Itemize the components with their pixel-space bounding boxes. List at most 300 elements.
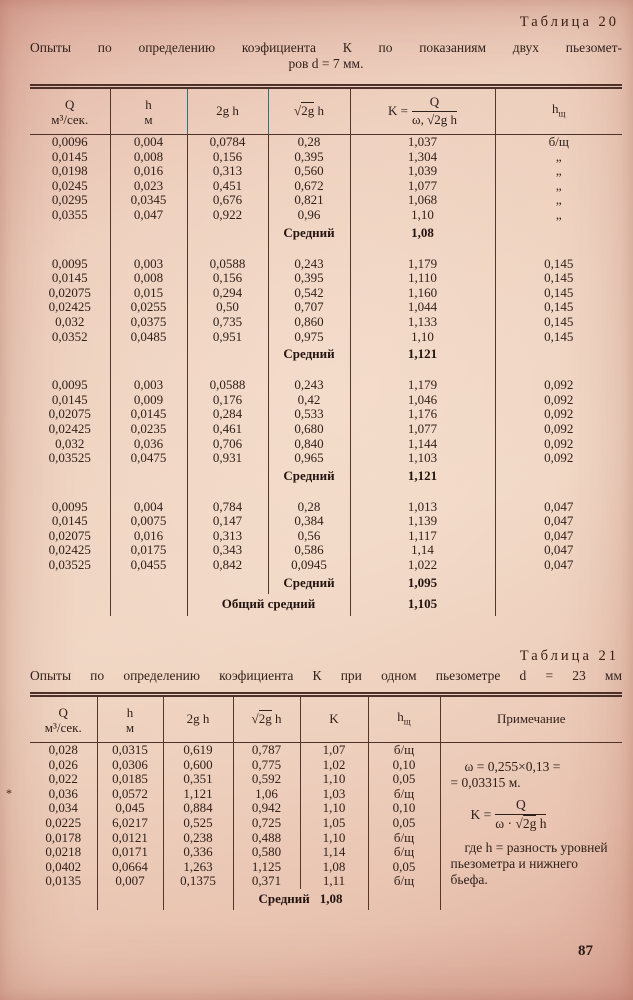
table-cell: 1,179 [350, 257, 495, 272]
table-cell [30, 223, 110, 244]
col-header-k: K [300, 695, 368, 743]
table20-header-row [30, 87, 622, 135]
table-row [30, 150, 622, 165]
table-row [30, 543, 622, 558]
table-cell: 1,068 [350, 193, 495, 208]
table21-body [30, 743, 622, 910]
table-cell [350, 365, 495, 378]
table-cell: 1,02 [300, 758, 368, 773]
table-cell: 0,022 [48, 772, 78, 787]
summary-label: Средний [268, 573, 350, 594]
table-cell: 0,02425 [48, 421, 91, 436]
table-cell: 0,680 [268, 422, 350, 437]
table-cell: 0,600 [163, 758, 233, 773]
table-cell: б/щ [368, 743, 440, 758]
table-cell: 0,092 [495, 422, 622, 437]
table-cell: 0,395 [268, 150, 350, 165]
table-cell: 0,922 [187, 208, 268, 223]
table-cell: 0,047 [495, 500, 622, 515]
table-cell: 0,0945 [268, 558, 350, 573]
table-cell: 0,784 [187, 500, 268, 515]
table-cell: 0,10 [368, 801, 440, 816]
summary-label: Средний [268, 344, 350, 365]
table-cell [495, 594, 622, 616]
table-cell: 0,003 [110, 378, 187, 393]
table-row [30, 594, 622, 616]
table-cell: 0,542 [268, 286, 350, 301]
table-cell: 0,092 [495, 407, 622, 422]
table-cell: 0,28 [268, 135, 350, 150]
note-k-formula: K = $\frac{Q}{\text{ω · √2g h}}$ [470, 797, 547, 831]
col-header-k-formula: K = $\frac{Q}{\text{ω, √2g h}}$ [350, 87, 495, 135]
table-cell: „ [495, 208, 622, 223]
table-row [30, 558, 622, 573]
table-row [30, 529, 622, 544]
table-cell [495, 244, 622, 257]
table-cell [163, 889, 233, 910]
table-cell: 1,10 [350, 330, 495, 345]
table-cell: 0,238 [163, 831, 233, 846]
table-cell: 0,0352 [51, 329, 88, 344]
table-cell: 0,0095 [51, 256, 88, 271]
table-cell: 0,02425 [48, 543, 91, 558]
table-row [30, 223, 622, 244]
table-cell: 0,176 [187, 393, 268, 408]
table-row [30, 393, 622, 408]
table-row [30, 208, 622, 223]
k-fraction: $\frac{Q}{\text{ω · √2g h}}$ [495, 797, 547, 831]
table-cell: 0,735 [187, 315, 268, 330]
summary-value: 1,121 [350, 466, 495, 487]
table-cell [97, 889, 163, 910]
table-row [30, 193, 622, 208]
table-cell: 0,047 [495, 558, 622, 573]
radical-icon: √ [294, 103, 302, 119]
table-cell: 0,0185 [97, 772, 163, 787]
table-cell: 0,787 [233, 743, 300, 758]
table-cell: 1,10 [350, 208, 495, 223]
table-cell: 0,008 [110, 271, 187, 286]
table-cell: 0,840 [268, 437, 350, 452]
table-cell: 0,965 [268, 451, 350, 466]
table-cell: 0,0355 [51, 207, 88, 222]
table21-title: Опыты по определению коэфициента К при одном пьезометре d = 23 мм [30, 668, 622, 683]
table-cell [30, 344, 110, 365]
table-cell [110, 466, 187, 487]
table-cell: 0,0198 [51, 164, 88, 179]
table-cell: 0,0306 [97, 758, 163, 773]
table21-note [441, 743, 623, 888]
table-cell: 0,0175 [110, 543, 187, 558]
table-cell: 0,725 [233, 816, 300, 831]
table-row [30, 286, 622, 301]
table-cell: 0,092 [495, 437, 622, 452]
table-cell: 1,179 [350, 378, 495, 393]
table-cell [187, 344, 268, 365]
table-cell: 0,672 [268, 179, 350, 194]
table-cell: 1,121 [163, 787, 233, 802]
table-cell [30, 244, 110, 257]
radical-icon: √ [515, 816, 523, 831]
table-cell [368, 889, 440, 910]
table-cell: 0,0245 [51, 178, 88, 193]
table-cell: б/щ [368, 845, 440, 860]
table-cell: 0,145 [495, 286, 622, 301]
table-cell [110, 223, 187, 244]
table-cell [350, 244, 495, 257]
table-cell: 0,975 [268, 330, 350, 345]
table-cell: б/щ [368, 831, 440, 846]
table-cell [30, 573, 110, 594]
table-cell: 0,243 [268, 257, 350, 272]
table-row [30, 315, 622, 330]
table-row [30, 244, 622, 257]
table20-title-line1: Опыты по определению коэфициента К по показаниям двух пьезомет- [30, 40, 622, 55]
table-cell: 0,0095 [51, 499, 88, 514]
table-cell: 1,10 [300, 831, 368, 846]
table-cell: 0,032 [55, 436, 85, 451]
col-header-2gh: 2g h [187, 87, 268, 135]
table-cell: 0,884 [163, 801, 233, 816]
table-cell: 0,343 [187, 543, 268, 558]
note-omega-eq-line2: = 0,03315 м. [450, 775, 521, 790]
table-cell: 0,384 [268, 514, 350, 529]
table-cell: 1,046 [350, 393, 495, 408]
table-cell: 0,0145 [51, 149, 88, 164]
table-row [30, 344, 622, 365]
table-cell: 0,0096 [51, 134, 88, 149]
table-cell [110, 487, 187, 500]
table-row [30, 300, 622, 315]
table-cell: 0,619 [163, 743, 233, 758]
table-cell: 1,044 [350, 300, 495, 315]
table-cell: 0,03525 [48, 558, 91, 573]
col-header-hshch: $h_щ$ [368, 695, 440, 743]
table-cell: 0,842 [187, 558, 268, 573]
table-cell [350, 487, 495, 500]
table-cell: 0,451 [187, 179, 268, 194]
margin-mark: * [6, 786, 12, 800]
table-cell: 0,0402 [45, 859, 82, 874]
table-cell: 0,371 [233, 874, 300, 889]
table-cell: 1,077 [350, 179, 495, 194]
table-cell: 0,0255 [110, 300, 187, 315]
table-row [30, 135, 622, 150]
table-cell [110, 594, 187, 616]
overall-summary-label: Общий средний [187, 594, 350, 616]
table-cell: 0,336 [163, 845, 233, 860]
table-cell: „ [495, 150, 622, 165]
col-header-2gh: 2g h [163, 695, 233, 743]
table-row [30, 330, 622, 345]
table-cell: 0,0075 [110, 514, 187, 529]
table-cell [495, 223, 622, 244]
table-cell: 0,0145 [110, 407, 187, 422]
table-cell: 1,05 [300, 816, 368, 831]
col-header-h: h м [110, 87, 187, 135]
table-cell: 0,028 [48, 742, 78, 757]
table-cell: 1,06 [233, 787, 300, 802]
table-cell: 0,0475 [110, 451, 187, 466]
table-cell: „ [495, 193, 622, 208]
table-cell: 0,0121 [97, 831, 163, 846]
table-row [30, 487, 622, 500]
table21-header-row [30, 695, 622, 743]
table-cell: 0,706 [187, 437, 268, 452]
table-cell: 1,037 [350, 135, 495, 150]
table-cell: 1,176 [350, 407, 495, 422]
table-cell: 0,036 [48, 786, 78, 801]
table-cell: 0,034 [48, 801, 78, 816]
col-header-note: Примечание [440, 695, 622, 743]
table-cell: 0,156 [187, 271, 268, 286]
table-cell: 1,304 [350, 150, 495, 165]
table-cell: 0,676 [187, 193, 268, 208]
table-cell: 0,351 [163, 772, 233, 787]
note-omega-eq-line1: ω = 0,255×0,13 = [464, 759, 561, 774]
table21-header [30, 695, 622, 743]
table-cell: 0,026 [48, 757, 78, 772]
col-header-sqrt-2gh: √2g h [268, 87, 350, 135]
table-cell: 0,004 [110, 135, 187, 150]
table-row [30, 407, 622, 422]
table-cell [268, 244, 350, 257]
table-cell: 0,592 [233, 772, 300, 787]
table-cell: 0,156 [187, 150, 268, 165]
table21-label: Таблица 21 [519, 648, 619, 664]
table-cell: 0,145 [495, 330, 622, 345]
table-cell [268, 365, 350, 378]
table-cell: 0,294 [187, 286, 268, 301]
table-cell: 0,0178 [45, 830, 82, 845]
table-cell [30, 594, 110, 616]
table-cell: 0,243 [268, 378, 350, 393]
table20-header [30, 87, 622, 135]
table-cell: 0,560 [268, 164, 350, 179]
table-cell: 1,10 [300, 772, 368, 787]
table-cell: 0,96 [268, 208, 350, 223]
table-cell: 0,009 [110, 393, 187, 408]
table-row [30, 466, 622, 487]
table-cell: 0,775 [233, 758, 300, 773]
table-row [30, 743, 622, 758]
table-cell: 0,023 [110, 179, 187, 194]
table-cell: 0,284 [187, 407, 268, 422]
table-cell: „ [495, 164, 622, 179]
table-cell: 0,0664 [97, 860, 163, 875]
table20-body [30, 135, 622, 616]
table-cell: 0,092 [495, 378, 622, 393]
summary-cell [233, 889, 368, 910]
table-cell: 0,092 [495, 451, 622, 466]
table-cell: 0,145 [495, 257, 622, 272]
table-cell: 0,0295 [51, 193, 88, 208]
radical-icon: √ [251, 711, 259, 727]
table-cell: 0,0588 [187, 378, 268, 393]
table-row [30, 365, 622, 378]
table-cell: 0,0235 [110, 422, 187, 437]
col-header-q: Q м³/сек. [30, 695, 97, 743]
table-cell: 0,313 [187, 529, 268, 544]
table-cell [187, 223, 268, 244]
table-cell: 0,008 [110, 150, 187, 165]
table-row [30, 422, 622, 437]
table-row [30, 500, 622, 515]
note-explanation: где h = разность уровней пьезометра и нижнего бьефа. [450, 840, 608, 887]
table-cell: 0,951 [187, 330, 268, 345]
table-cell: 0,036 [110, 437, 187, 452]
table-cell [495, 365, 622, 378]
table-cell: 0,313 [187, 164, 268, 179]
table-cell: 0,003 [110, 257, 187, 272]
table-cell [187, 573, 268, 594]
table-cell: 1,133 [350, 315, 495, 330]
table-cell: 0,02075 [48, 528, 91, 543]
table-cell: 0,50 [187, 300, 268, 315]
table-cell: 0,016 [110, 164, 187, 179]
table-cell: 1,139 [350, 514, 495, 529]
summary-label: Средний [258, 891, 310, 907]
table-cell [110, 365, 187, 378]
table-cell [30, 466, 110, 487]
col-header-hshch: $h_щ$ [495, 87, 622, 135]
overall-summary-value: 1,105 [350, 594, 495, 616]
summary-value: 1,08 [350, 223, 495, 244]
table-cell: 1,117 [350, 529, 495, 544]
table-cell [110, 344, 187, 365]
table-cell [495, 466, 622, 487]
table-cell: 0,147 [187, 514, 268, 529]
table-cell: 0,004 [110, 500, 187, 515]
table-cell: 0,0485 [110, 330, 187, 345]
table20-title-line2: ров d = 7 мм. [288, 56, 364, 71]
table-cell: 0,047 [110, 208, 187, 223]
table-cell: 0,0375 [110, 315, 187, 330]
table-cell: 0,707 [268, 300, 350, 315]
table-cell: 1,039 [350, 164, 495, 179]
table-cell: 0,0135 [45, 874, 82, 889]
table-cell [495, 344, 622, 365]
table21 [30, 692, 622, 910]
table-cell: 0,015 [110, 286, 187, 301]
table-cell: 0,05 [368, 860, 440, 875]
summary-value: 1,121 [350, 344, 495, 365]
k-fraction: $\frac{Q}{\text{ω, √2g h}}$ [412, 94, 457, 127]
table-cell: 0,02075 [48, 285, 91, 300]
table-cell: 0,1375 [163, 874, 233, 889]
table-cell: 0,145 [495, 315, 622, 330]
table-cell: 0,007 [97, 874, 163, 889]
table-cell: 0,0225 [45, 815, 82, 830]
table-cell: 0,0345 [110, 193, 187, 208]
table-cell: 1,013 [350, 500, 495, 515]
table-cell: 0,092 [495, 393, 622, 408]
table-cell: 0,931 [187, 451, 268, 466]
table-cell: 1,07 [300, 743, 368, 758]
table-cell: 0,047 [495, 543, 622, 558]
table-cell [110, 244, 187, 257]
summary-label: Средний [268, 223, 350, 244]
table-cell: 0,0588 [187, 257, 268, 272]
table-cell [110, 573, 187, 594]
table-cell [187, 244, 268, 257]
table-cell: б/щ [368, 874, 440, 889]
table-cell [187, 487, 268, 500]
table-row [30, 271, 622, 286]
table-cell: 1,160 [350, 286, 495, 301]
table-cell: 1,125 [233, 860, 300, 875]
table-cell: 0,047 [495, 514, 622, 529]
table-cell [30, 487, 110, 500]
table-cell: 0,03525 [48, 451, 91, 466]
note-cell [440, 743, 622, 910]
table-cell: 0,488 [233, 831, 300, 846]
table-cell: 1,10 [300, 801, 368, 816]
table-cell: 1,11 [300, 874, 368, 889]
table-cell: 0,0145 [51, 271, 88, 286]
table-cell: 0,525 [163, 816, 233, 831]
table-cell: 0,860 [268, 315, 350, 330]
table-row [30, 437, 622, 452]
table-row [30, 257, 622, 272]
table-cell: 0,0095 [51, 378, 88, 393]
table-row [30, 514, 622, 529]
table-cell: 0,02425 [48, 300, 91, 315]
table-cell: 0,0315 [97, 743, 163, 758]
table-cell: 0,0572 [97, 787, 163, 802]
table-cell: 0,0145 [51, 514, 88, 529]
table-cell: 0,942 [233, 801, 300, 816]
table-cell [187, 466, 268, 487]
col-header-q: Q м³/сек. [30, 87, 110, 135]
table20-title [30, 40, 622, 72]
table-cell: 0,05 [368, 772, 440, 787]
table-cell: 0,461 [187, 422, 268, 437]
table-row [30, 451, 622, 466]
table-row [30, 164, 622, 179]
table-cell [30, 889, 97, 910]
table-cell: 0,586 [268, 543, 350, 558]
radical-icon: √ [427, 112, 435, 127]
col-header-h: h м [97, 695, 163, 743]
table-cell: 0,10 [368, 758, 440, 773]
table-cell: 0,56 [268, 529, 350, 544]
table-cell: 1,14 [300, 845, 368, 860]
table-cell: 1,08 [300, 860, 368, 875]
table-cell [495, 487, 622, 500]
table-cell: 0,0171 [97, 845, 163, 860]
table-cell: 0,145 [495, 300, 622, 315]
summary-value: 1,08 [319, 891, 343, 907]
table-cell: 0,016 [110, 529, 187, 544]
summary-label: Средний [268, 466, 350, 487]
table-cell: 0,42 [268, 393, 350, 408]
table-cell [268, 487, 350, 500]
table-cell: 1,14 [350, 543, 495, 558]
table-cell: 1,077 [350, 422, 495, 437]
table-cell: 0,145 [495, 271, 622, 286]
table-cell: 0,045 [97, 801, 163, 816]
col-header-sqrt-2gh: √2g h [233, 695, 300, 743]
table-cell: 1,022 [350, 558, 495, 573]
table-cell: 1,103 [350, 451, 495, 466]
table-row [30, 179, 622, 194]
table-cell: 0,032 [55, 314, 85, 329]
table-cell [495, 573, 622, 594]
table-cell: 1,110 [350, 271, 495, 286]
table-cell: 0,05 [368, 816, 440, 831]
table-cell: 0,395 [268, 271, 350, 286]
